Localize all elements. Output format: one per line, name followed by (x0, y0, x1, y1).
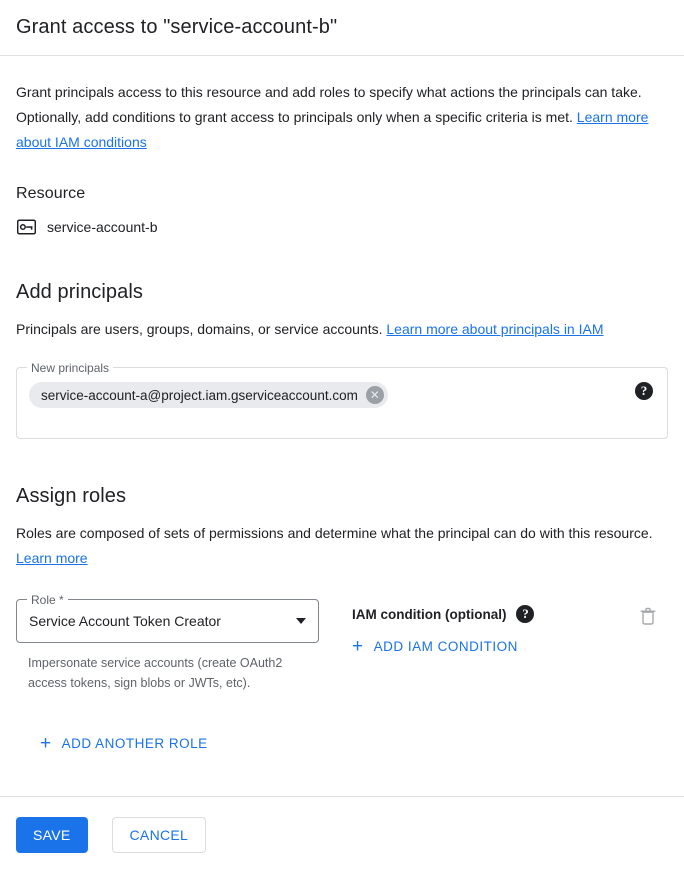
resource-row (16, 217, 668, 237)
cancel-button[interactable]: CANCEL (112, 817, 207, 853)
resource-section (16, 185, 668, 237)
add-another-role-label: ADD ANOTHER ROLE (61, 736, 208, 751)
principal-chip[interactable] (29, 382, 388, 408)
add-principals-description-body: Principals are users, groups, domains, or service accounts. (16, 321, 387, 337)
add-principals-description (16, 317, 656, 342)
save-button[interactable]: SAVE (16, 817, 88, 853)
add-principals-section (16, 281, 668, 439)
iam-condition-header (352, 605, 628, 623)
assign-roles-description (16, 521, 656, 571)
new-principals-label: New principals (27, 360, 113, 376)
resource-heading: Resource (16, 185, 86, 202)
new-principals-field[interactable] (16, 361, 668, 439)
page-title: Grant access to "service-account-b" (16, 16, 338, 38)
add-iam-condition-button[interactable] (352, 637, 518, 656)
title-divider (0, 55, 684, 56)
assign-roles-section (16, 485, 668, 754)
iam-condition-column (352, 599, 628, 657)
action-bar (0, 797, 684, 853)
principals-in-iam-link[interactable]: Learn more about principals in IAM (386, 321, 604, 337)
intro-text (16, 80, 656, 155)
plus-icon: + (352, 636, 364, 657)
principal-chip-label: service-account-a@project.iam.gserviceaccount.com (41, 387, 358, 403)
trash-icon[interactable] (640, 607, 656, 630)
assign-roles-heading: Assign roles (16, 485, 127, 507)
role-select-value: Service Account Token Creator (29, 613, 221, 629)
iam-conditions-link[interactable]: Learn more about IAM conditions (16, 109, 649, 150)
role-column (16, 593, 319, 693)
add-another-role-button[interactable] (40, 734, 208, 753)
assign-roles-description-body: Roles are composed of sets of permissions and determine what the principal can do with this resource. (16, 525, 653, 541)
iam-condition-label: IAM condition (optional) (352, 606, 507, 622)
role-description: Impersonate service accounts (create OAuth2 access tokens, sign blobs or JWTs, etc). (28, 656, 283, 690)
close-icon[interactable]: ✕ (366, 386, 384, 404)
service-account-icon (16, 217, 36, 237)
add-iam-condition-label: ADD IAM CONDITION (373, 639, 518, 654)
delete-role-column (628, 599, 668, 630)
roles-learn-more-link[interactable]: Learn more (16, 550, 88, 566)
chevron-down-icon[interactable] (296, 618, 306, 624)
help-icon[interactable]: ? (516, 605, 534, 623)
role-select-label: Role * (27, 592, 68, 608)
resource-name: service-account-b (47, 219, 158, 235)
role-row (16, 593, 668, 693)
add-another-role-row (16, 720, 668, 754)
add-principals-heading: Add principals (16, 281, 144, 303)
help-icon[interactable]: ? (635, 382, 653, 400)
intro-text-body: Grant principals access to this resource and add roles to specify what actions the principals can take. Optionally, add conditions to grant access to principals only when a specific criteria is met. (16, 84, 642, 125)
role-select[interactable] (16, 593, 319, 643)
panel-content (0, 80, 684, 754)
plus-icon: + (40, 733, 52, 754)
